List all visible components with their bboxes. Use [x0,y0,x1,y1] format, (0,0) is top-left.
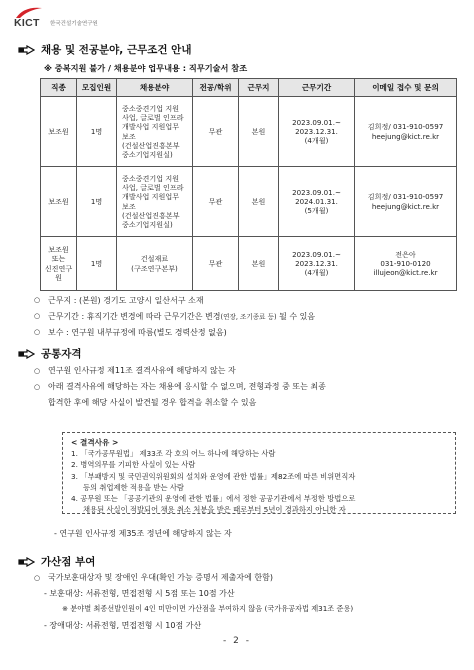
type-line: 보조원 [48,245,69,255]
hollow-circle-icon: ○ [34,328,41,336]
period-line: 2023.09.01.~ [292,249,341,259]
col-header: 근무기간 [279,79,355,97]
contact-email-link[interactable]: heejung@kict.re.kr [371,201,440,211]
kict-logo [14,6,214,28]
retirement-rule: - 연구원 인사규정 제35조 정년에 해당하지 않는 자 [54,529,232,538]
field-line: 중소중견기업 지원 [122,104,180,114]
org-name: 한국건설기술연구원 [50,21,98,27]
field-line: 보조 [122,131,136,141]
veteran-bonus: - 보훈대상: 서류전형, 면접전형 시 5점 또는 10점 가산 [44,589,235,598]
contact-name-phone: 김희정/ 031-910-0597 [367,122,444,132]
field-line: 개발사업 지원업무 [122,192,180,202]
field-line: 중소기업지원실) [122,219,173,229]
table-header-row [41,79,457,97]
positions-table [40,78,457,291]
period-line: 2023.12.31. [295,126,338,136]
work-location: 본원 [239,97,279,167]
period-line: 2023.09.01.~ [292,117,341,127]
hollow-circle-icon: ○ [34,296,41,304]
box-item: 3. 「부패방지 및 국민권익위원회의 설치와 운영에 관한 법률」제82조에 따른 비위면직자 [71,471,356,481]
pointing-hand-icon [18,45,35,55]
headcount: 1명 [77,97,117,167]
contact [355,237,457,291]
field-line: 중소기업지원실) [122,149,173,159]
contact-name: 전은아 [395,249,416,259]
section-title: 공통자격 [41,348,82,360]
col-header: 이메일 접수 및 문의 [355,79,457,97]
workplace-text: 근무지 : (본원) 경기도 고양시 일산서구 소재 [48,295,204,305]
work-conditions [34,292,315,340]
field-line: 중소중견기업 지원 [122,174,180,184]
job-field [117,237,193,291]
work-location: 본원 [239,167,279,237]
pay-text: 보수 : 연구원 내부규정에 따름(별도 경력산정 없음) [48,327,227,337]
veteran-bonus-note: ※ 분야별 최종선발인원이 4인 미만이면 가산점을 부여하지 않음 (국가유공자법 제31조 준용) [62,604,354,613]
period-small-text: (연장, 조기종료 등) [220,313,277,321]
disabled-bonus: - 장애대상: 서류전형, 면접전형 시 10점 가산 [44,621,202,630]
headcount: 1명 [77,237,117,291]
bonus-intro [34,572,273,583]
section-heading-bonus [18,554,95,569]
period-line: (4개월) [304,136,329,146]
table-row [41,167,457,237]
job-type: 보조원 [41,97,77,167]
period-line: 2023.09.01.~ [292,187,341,197]
period-line: (4개월) [304,268,329,278]
box-title: < 결격사유 > [71,438,119,447]
qualification-text-cont: 합격한 후에 해당 사실이 발견될 경우 합격을 취소할 수 있음 [48,398,257,407]
field-line: (건설산업진흥본부 [122,210,180,220]
work-period [279,167,355,237]
job-field [117,167,193,237]
contact-name-phone: 김희정/ 031-910-0597 [367,192,444,202]
box-item: 1. 「국가공무원법」 제33조 각 호의 어느 하나에 해당하는 사람 [71,449,276,459]
major: 무관 [193,167,239,237]
section-heading-qualifications [18,346,82,361]
col-header: 근무지 [239,79,279,97]
table-row [41,237,457,291]
type-line: 또는 [51,254,66,264]
work-period [279,237,355,291]
hollow-circle-icon: ○ [34,367,41,375]
duplicate-apply-note: ※ 중복지원 불가 / 채용분야 업무내용 : 직무기술서 참조 [44,63,248,73]
section-heading-positions [18,42,191,57]
hollow-circle-icon: ○ [34,383,41,391]
headcount: 1명 [77,167,117,237]
hollow-circle-icon: ○ [34,574,41,582]
contact [355,167,457,237]
col-header: 모집인원 [77,79,117,97]
disqualification-box [62,432,456,514]
col-header: 전공/학위 [193,79,239,97]
list-item [34,363,464,379]
field-line: 사업, 글로벌 인프라 [122,113,184,123]
field-line: 개발사업 지원업무 [122,122,180,132]
job-type [41,237,77,291]
page-number: - 2 - [223,636,251,646]
pointing-hand-icon [18,557,35,567]
box-item-cont: 등의 취업제한 적용을 받는 사람 [83,482,184,492]
list-item [34,379,464,395]
logo-text: KICT [14,17,40,29]
major: 무관 [193,97,239,167]
section-title: 가산점 부여 [41,556,96,568]
type-line: 신진연구 [44,263,73,273]
hollow-circle-icon: ○ [34,312,41,320]
contact-phone: 031-910-0120 [380,258,431,268]
work-period [279,97,355,167]
box-item: 4. 공무원 또는 「공공기관의 운영에 관한 법률」에서 정한 공공기관에서 부정한 방법으로 [71,494,356,504]
field-line: 건설재료 [140,254,169,264]
list-item [34,324,315,340]
period-line: 2023.12.31. [295,258,338,268]
list-item [34,308,315,324]
table-row [41,97,457,167]
col-header: 채용분야 [117,79,193,97]
pointing-hand-icon [18,349,35,359]
work-location: 본원 [239,237,279,291]
period-line: (5개월) [304,206,329,216]
major: 무관 [193,237,239,291]
list-item [34,292,315,308]
col-header: 직종 [41,79,77,97]
contact [355,97,457,167]
qualification-text: 아래 결격사유에 해당하는 자는 채용에 응시할 수 없으며, 전형과정 중 또는 최종 [48,382,326,391]
job-type: 보조원 [41,167,77,237]
qualification-list [34,363,464,410]
field-line: 사업, 글로벌 인프라 [122,183,184,193]
period-end-text: 될 수 있음 [279,311,316,321]
period-line: 2024.01.31. [295,196,338,206]
section-title: 채용 및 전공분야, 근무조건 안내 [41,44,192,56]
type-line: 원 [55,272,62,282]
bonus-intro-text: 국가보훈대상자 및 장애인 우대(확인 가능 증명서 제출자에 한함) [48,573,273,582]
box-item: 2. 병역의무를 기피한 사실이 있는 사람 [71,460,196,470]
contact-email-link[interactable]: heejung@kict.re.kr [371,131,440,141]
field-line: (구조연구본부) [131,263,178,273]
contact-email-link[interactable]: illujeon@kict.re.kr [373,268,438,278]
field-line: 보조 [122,201,136,211]
box-item-cont: 채용된 사실이 적발되어 채용 취소 처분을 받은 때로부터 5년이 경과하지 아니한 자 [83,505,346,515]
job-field [117,97,193,167]
qualification-text: 연구원 인사규정 제11조 결격사유에 해당하지 않는 자 [48,366,236,375]
field-line: (건설산업진흥본부 [122,140,180,150]
period-text: 근무기간 : 휴직기간 변경에 따라 근무기간은 변경 [48,311,221,321]
